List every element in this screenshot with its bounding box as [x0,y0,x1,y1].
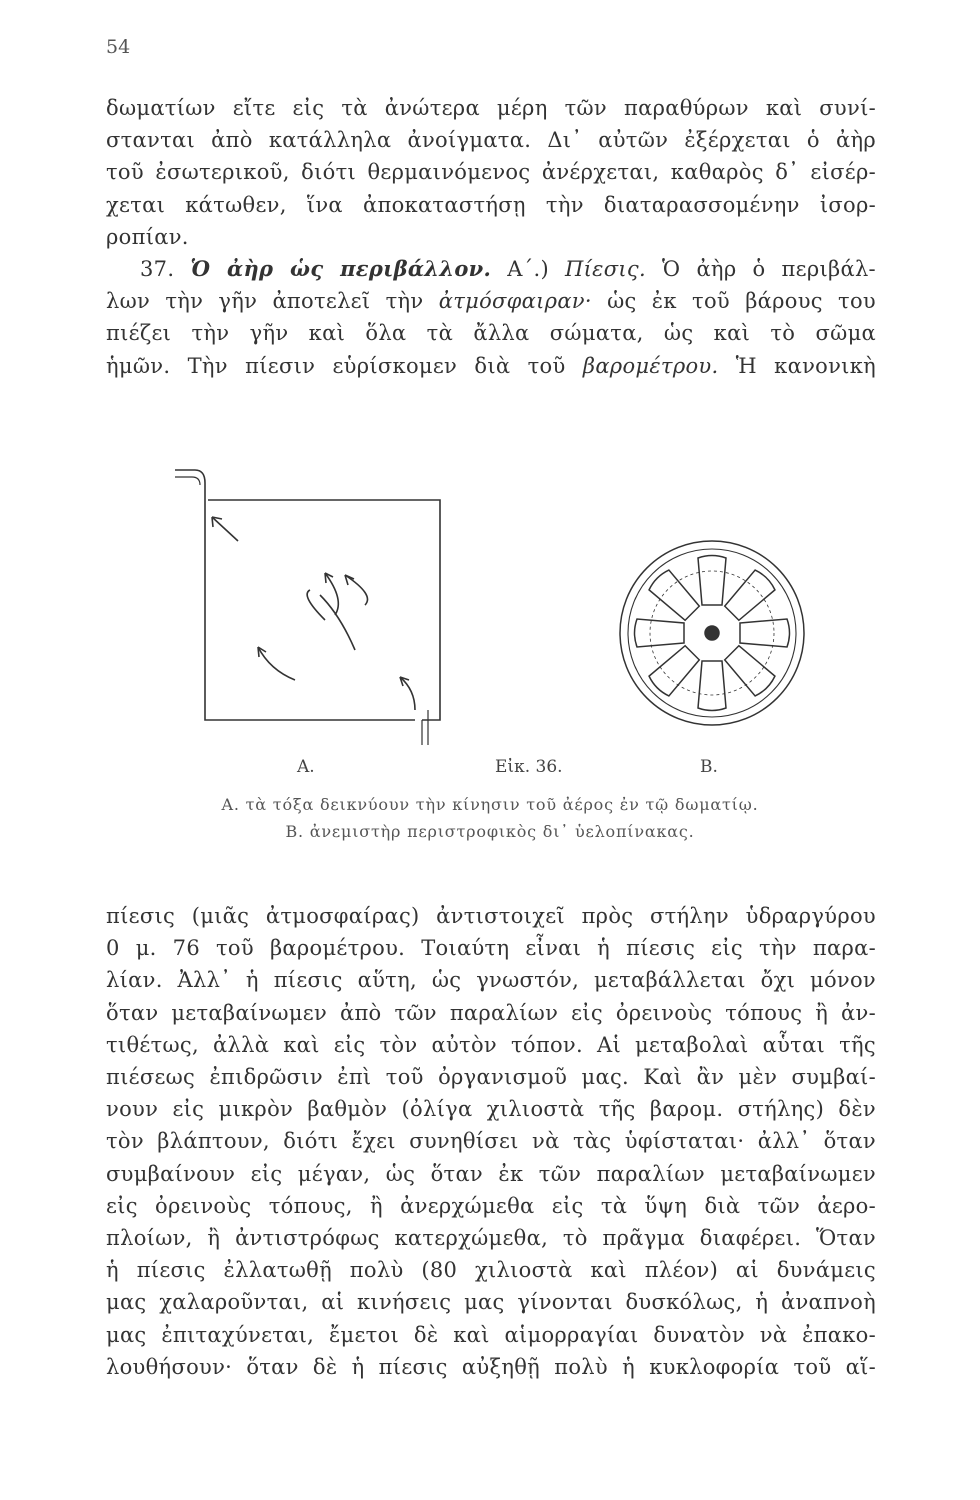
section-37 [106,253,876,382]
air-arrow [212,517,238,541]
text-line: ἡ πίεσις ἐλλατωθῇ πολὺ (80 χιλιοστὰ καὶ πλέον) αἱ δυνάμεις [106,1258,876,1283]
text-line: χεται κάτωθεν, ἵνα ἀποκαταστήσῃ τὴν διαταρασσομένην ἰσορ- [106,192,876,217]
figure-36 [160,455,820,745]
text-fragment: Ἡ κανονικὴ [735,353,876,378]
figure-caption-b: Β. ἀνεμιστὴρ περιστροφικὸς δι᾽ ὑελοπίνακας. [285,822,695,841]
text-line: συμβαίνουν εἰς μέγαν, ὡς ὅταν ἐκ τῶν παραλίων μεταβαίνωμεν [106,1161,876,1186]
text-line: τοῦ ἐσωτερικοῦ, διότι θερμαινόμενος ἀνέρχεται, καθαρὸς δ᾽ εἰσέρ- [106,160,876,185]
text-line: πιέζει τὴν γῆν καὶ ὅλα τὰ ἄλλα σώματα, ὡς καὶ τὸ σῶμα [106,321,876,346]
emphasis-term: ἀτμόσφαιραν· [438,289,592,314]
ventilator-hub [705,626,719,640]
text-line: ὅταν μεταβαίνωμεν ἀπὸ τῶν παραλίων εἰς ὀρεινοὺς τόπους ἢ ἀν- [106,1000,876,1025]
text-line: εἰς ὀρεινοὺς τόπους, ἢ ἀνερχώμεθα εἰς τὰ ὕψη διὰ τῶν ἀερο- [106,1193,876,1218]
figure-number: Εἰκ. 36. [495,757,563,777]
text-line: δωματίων εἴτε εἰς τὰ ἀνώτερα μέρη τῶν παραθύρων καὶ συνί- [106,96,876,120]
rotary-ventilator [620,541,804,725]
air-arrow [258,647,295,680]
text-line: τιθέτως, ἀλλὰ καὶ εἰς τὸν αὐτὸν τόπον. Αἱ μεταβολαὶ αὗται τῆς [106,1032,876,1057]
text-line: 0 μ. 76 τοῦ βαρομέτρου. Τοιαύτη εἶναι ἡ πίεσις εἰς τὴν παρα- [106,936,876,961]
section-title: Ὁ ἀὴρ ὡς περιβάλλον. [190,256,492,281]
text-line: πίεσις (μιᾶς ἀτμοσφαίρας) ἀντιστοιχεῖ πρὸς στήλην ὑδραργύρου [106,904,876,928]
text-line [106,285,876,317]
subsection-label: Α΄.) [507,257,549,281]
text-line: πλοίων, ἢ ἀντιστρόφως κατερχώμεθα, τὸ πρᾶγμα διαφέρει. Ὅταν [106,1226,876,1251]
air-arrow [345,575,368,605]
section-heading-line [106,253,876,285]
paragraph-bottom [106,900,876,1383]
room-diagram [175,470,440,745]
text-line: ροπίαν. [106,224,189,249]
text-line: τὸν βλάπτουν, διότι ἔχει συνηθίσει νὰ τὰς ὑφίσταται· ἀλλ᾽ ὅταν [106,1129,876,1154]
page-number: 54 [106,36,131,58]
air-arrow [320,595,355,650]
figure-label-a: Α. [297,757,315,777]
figure-caption-a: Α. τὰ τόξα δεικνύουν τὴν κίνησιν τοῦ ἀέρος ἐν τῷ δωματίῳ. [221,795,759,814]
emphasis-term: βαρομέτρου. [582,353,719,378]
text-line: στανται ἀπὸ κατάλληλα ἀνοίγματα. Δι᾽ αὐτῶν ἐξέρχεται ὁ ἀὴρ [106,128,876,153]
room-wall-top-right [208,500,440,720]
text-fragment: Ὁ ἀὴρ ὁ περιβάλ- [662,257,876,281]
room-inlet [175,477,200,485]
figure-label-b: Β. [700,757,718,777]
text-line: νουν εἰς μικρὸν βαθμὸν (ὀλίγα χιλιοστὰ τῆς βαρομ. στήλης) δὲν [106,1097,876,1122]
subsection-title: Πίεσις. [565,257,646,281]
room-wall-left-bottom [175,470,415,720]
text-line: μας χαλαροῦνται, αἱ κινήσεις μας γίνονται δυσκόλως, ἡ ἀναπνοὴ [106,1290,876,1315]
text-fragment: λων τὴν γῆν ἀποτελεῖ τὴν [106,289,424,314]
text-fragment: ὡς ἐκ τοῦ βάρους του [607,289,876,314]
text-line [106,350,876,382]
text-fragment: ἡμῶν. Τὴν πίεσιν εὑρίσκομεν διὰ τοῦ [106,353,566,378]
text-line: πιέσεως ἐπιδρῶσιν ἐπὶ τοῦ ὀργανισμοῦ μας. Καὶ ἂν μὲν συμβαί- [106,1065,876,1090]
text-line: λίαν. Ἀλλ᾽ ἡ πίεσις αὕτη, ὡς γνωστόν, μεταβάλλεται ὄχι μόνον [106,968,876,993]
text-line: μας ἐπιταχύνεται, ἔμετοι δὲ καὶ αἱμορραγίαι δυνατὸν νὰ ἐπακο- [106,1322,876,1347]
text-line: λουθήσουν· ὅταν δὲ ἡ πίεσις αὐξηθῇ πολὺ ἡ κυκλοφορία τοῦ αἵ- [106,1354,876,1379]
paragraph-top [106,92,876,253]
section-number: 37. [140,257,175,281]
